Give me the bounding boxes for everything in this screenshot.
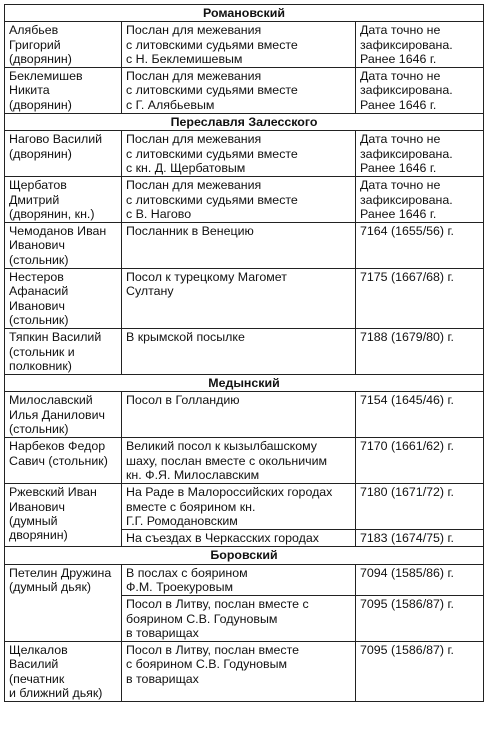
mission-cell: На съездах в Черкасских городах [122,530,356,547]
section-header-row [5,547,484,564]
mission-cell: Посол к турецкому Магомет Султану [122,269,356,329]
mission-cell: Послан для межевания с литовскими судьями вместе с Н. Беклемишевым [122,22,356,68]
mission-cell: Послан для межевания с литовскими судьями вместе с Г. Алябьевым [122,68,356,114]
section-title: Романовский [5,5,484,22]
person-cell: Тяпкин Василий (стольник и полковник) [5,329,122,375]
mission-cell: Послан для межевания с литовскими судьями вместе с В. Нагово [122,177,356,223]
date-cell: 7188 (1679/80) г. [356,329,484,375]
person-cell: Щелкалов Василий (печатник и ближний дьяк) [5,642,122,702]
embassy-table [4,4,484,702]
table-row [5,484,484,530]
date-cell: Дата точно не зафиксирована. Ранее 1646 г. [356,177,484,223]
section-header-row [5,114,484,131]
table-row [5,438,484,484]
date-cell: 7175 (1667/68) г. [356,269,484,329]
table-row [5,68,484,114]
mission-cell: Посол в Литву, послан вместе с боярином С.В. Годуновым в товарищах [122,642,356,702]
person-cell: Щербатов Дмитрий (дворянин, кн.) [5,177,122,223]
section-title: Медынский [5,375,484,392]
section-header-row [5,375,484,392]
mission-cell: Посол в Голландию [122,392,356,438]
person-cell: Нестеров Афанасий Иванович (стольник) [5,269,122,329]
mission-cell: В крымской посылке [122,329,356,375]
mission-cell: Послан для межевания с литовскими судьями вместе с кн. Д. Щербатовым [122,131,356,177]
table-row [5,329,484,375]
date-cell: Дата точно не зафиксирована. Ранее 1646 г. [356,68,484,114]
mission-cell: На Раде в Малороссийских городах вместе с боярином кн. Г.Г. Ромодановским [122,484,356,530]
date-cell: Дата точно не зафиксирована. Ранее 1646 г. [356,131,484,177]
person-cell: Петелин Дружина (думный дьяк) [5,564,122,641]
table-row [5,177,484,223]
table-row [5,131,484,177]
person-cell: Беклемишев Никита (дворянин) [5,68,122,114]
table-row [5,223,484,269]
date-cell: 7180 (1671/72) г. [356,484,484,530]
person-cell: Нагово Василий (дворянин) [5,131,122,177]
person-cell: Нарбеков Федор Савич (стольник) [5,438,122,484]
date-cell: 7095 (1586/87) г. [356,642,484,702]
section-title: Переславля Залесского [5,114,484,131]
date-cell: 7183 (1674/75) г. [356,530,484,547]
section-header-row [5,5,484,22]
section-title: Боровский [5,547,484,564]
table-row [5,564,484,596]
table-row [5,392,484,438]
table-row [5,22,484,68]
mission-cell: Посланник в Венецию [122,223,356,269]
date-cell: 7170 (1661/62) г. [356,438,484,484]
person-cell: Алябьев Григорий (дворянин) [5,22,122,68]
person-cell: Чемоданов Иван Иванович (стольник) [5,223,122,269]
mission-cell: Великий посол к кызылбашскому шаху, послан вместе с окольничим кн. Ф.Я. Милославским [122,438,356,484]
mission-cell: Посол в Литву, послан вместе с боярином С.В. Годуновым в товарищах [122,596,356,642]
date-cell: 7094 (1585/86) г. [356,564,484,596]
date-cell: 7154 (1645/46) г. [356,392,484,438]
date-cell: 7164 (1655/56) г. [356,223,484,269]
date-cell: Дата точно не зафиксирована. Ранее 1646 г. [356,22,484,68]
mission-cell: В послах с боярином Ф.М. Троекуровым [122,564,356,596]
date-cell: 7095 (1586/87) г. [356,596,484,642]
table-row [5,642,484,702]
person-cell: Милославский Илья Данилович (стольник) [5,392,122,438]
person-cell: Ржевский Иван Иванович (думный дворянин) [5,484,122,547]
table-row [5,269,484,329]
